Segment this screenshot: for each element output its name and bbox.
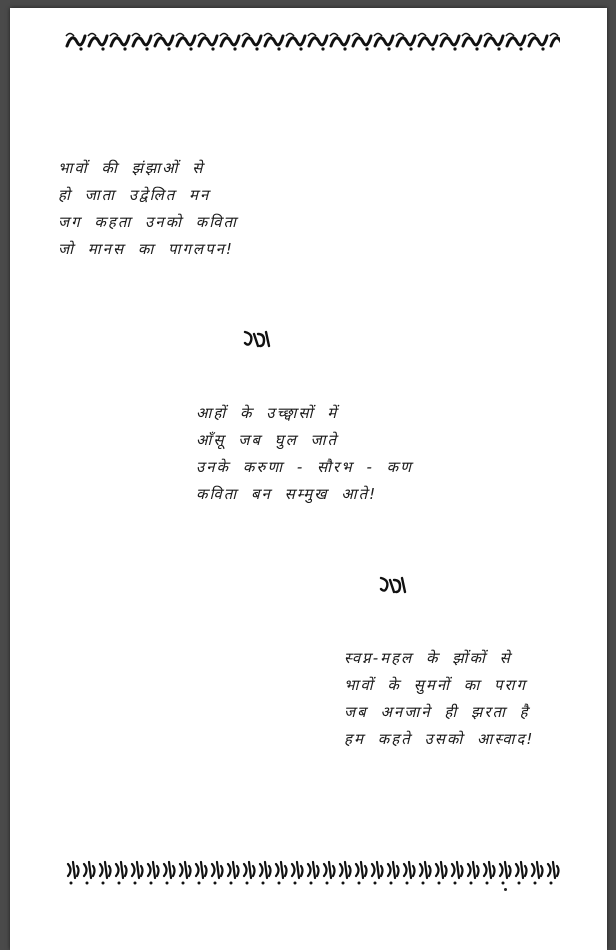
stanza-3: [344, 645, 534, 753]
stanza-2-line-3: उनके करुणा - सौरभ - कण: [196, 458, 414, 476]
stanza-2: [196, 400, 413, 508]
section-ornament-2: [378, 574, 408, 596]
section-ornament-1: [242, 328, 272, 350]
stanza-1-line-3: जग कहता उनको कविता: [58, 213, 238, 231]
stanza-3-line-1: स्वप्न-महल के झोंकों से: [344, 649, 512, 667]
stanza-3-line-3: जब अनजाने ही झरता है: [344, 703, 530, 721]
stanza-1-line-4: जो मानस का पागलपन!: [58, 240, 234, 258]
stanza-1-line-2: हो जाता उद्वेलित मन: [58, 186, 211, 204]
page-mark: [504, 888, 507, 891]
stanza-3-line-2: भावों के सुमनों का पराग: [344, 676, 527, 694]
stanza-2-line-4: कविता बन सम्मुख आते!: [196, 485, 378, 503]
stanza-2-line-1: आहों के उच्छ्वासों में: [196, 404, 339, 422]
top-decorative-border: [65, 24, 560, 58]
stanza-1-line-1: भावों की झंझाओं से: [58, 159, 205, 177]
stanza-2-line-2: आँसू जब घुल जाते: [196, 431, 339, 449]
bottom-decorative-border: [65, 856, 560, 890]
stanza-1: [58, 155, 238, 263]
stanza-3-line-4: हम कहते उसको आस्वाद!: [344, 730, 535, 748]
document-page: [10, 8, 607, 950]
